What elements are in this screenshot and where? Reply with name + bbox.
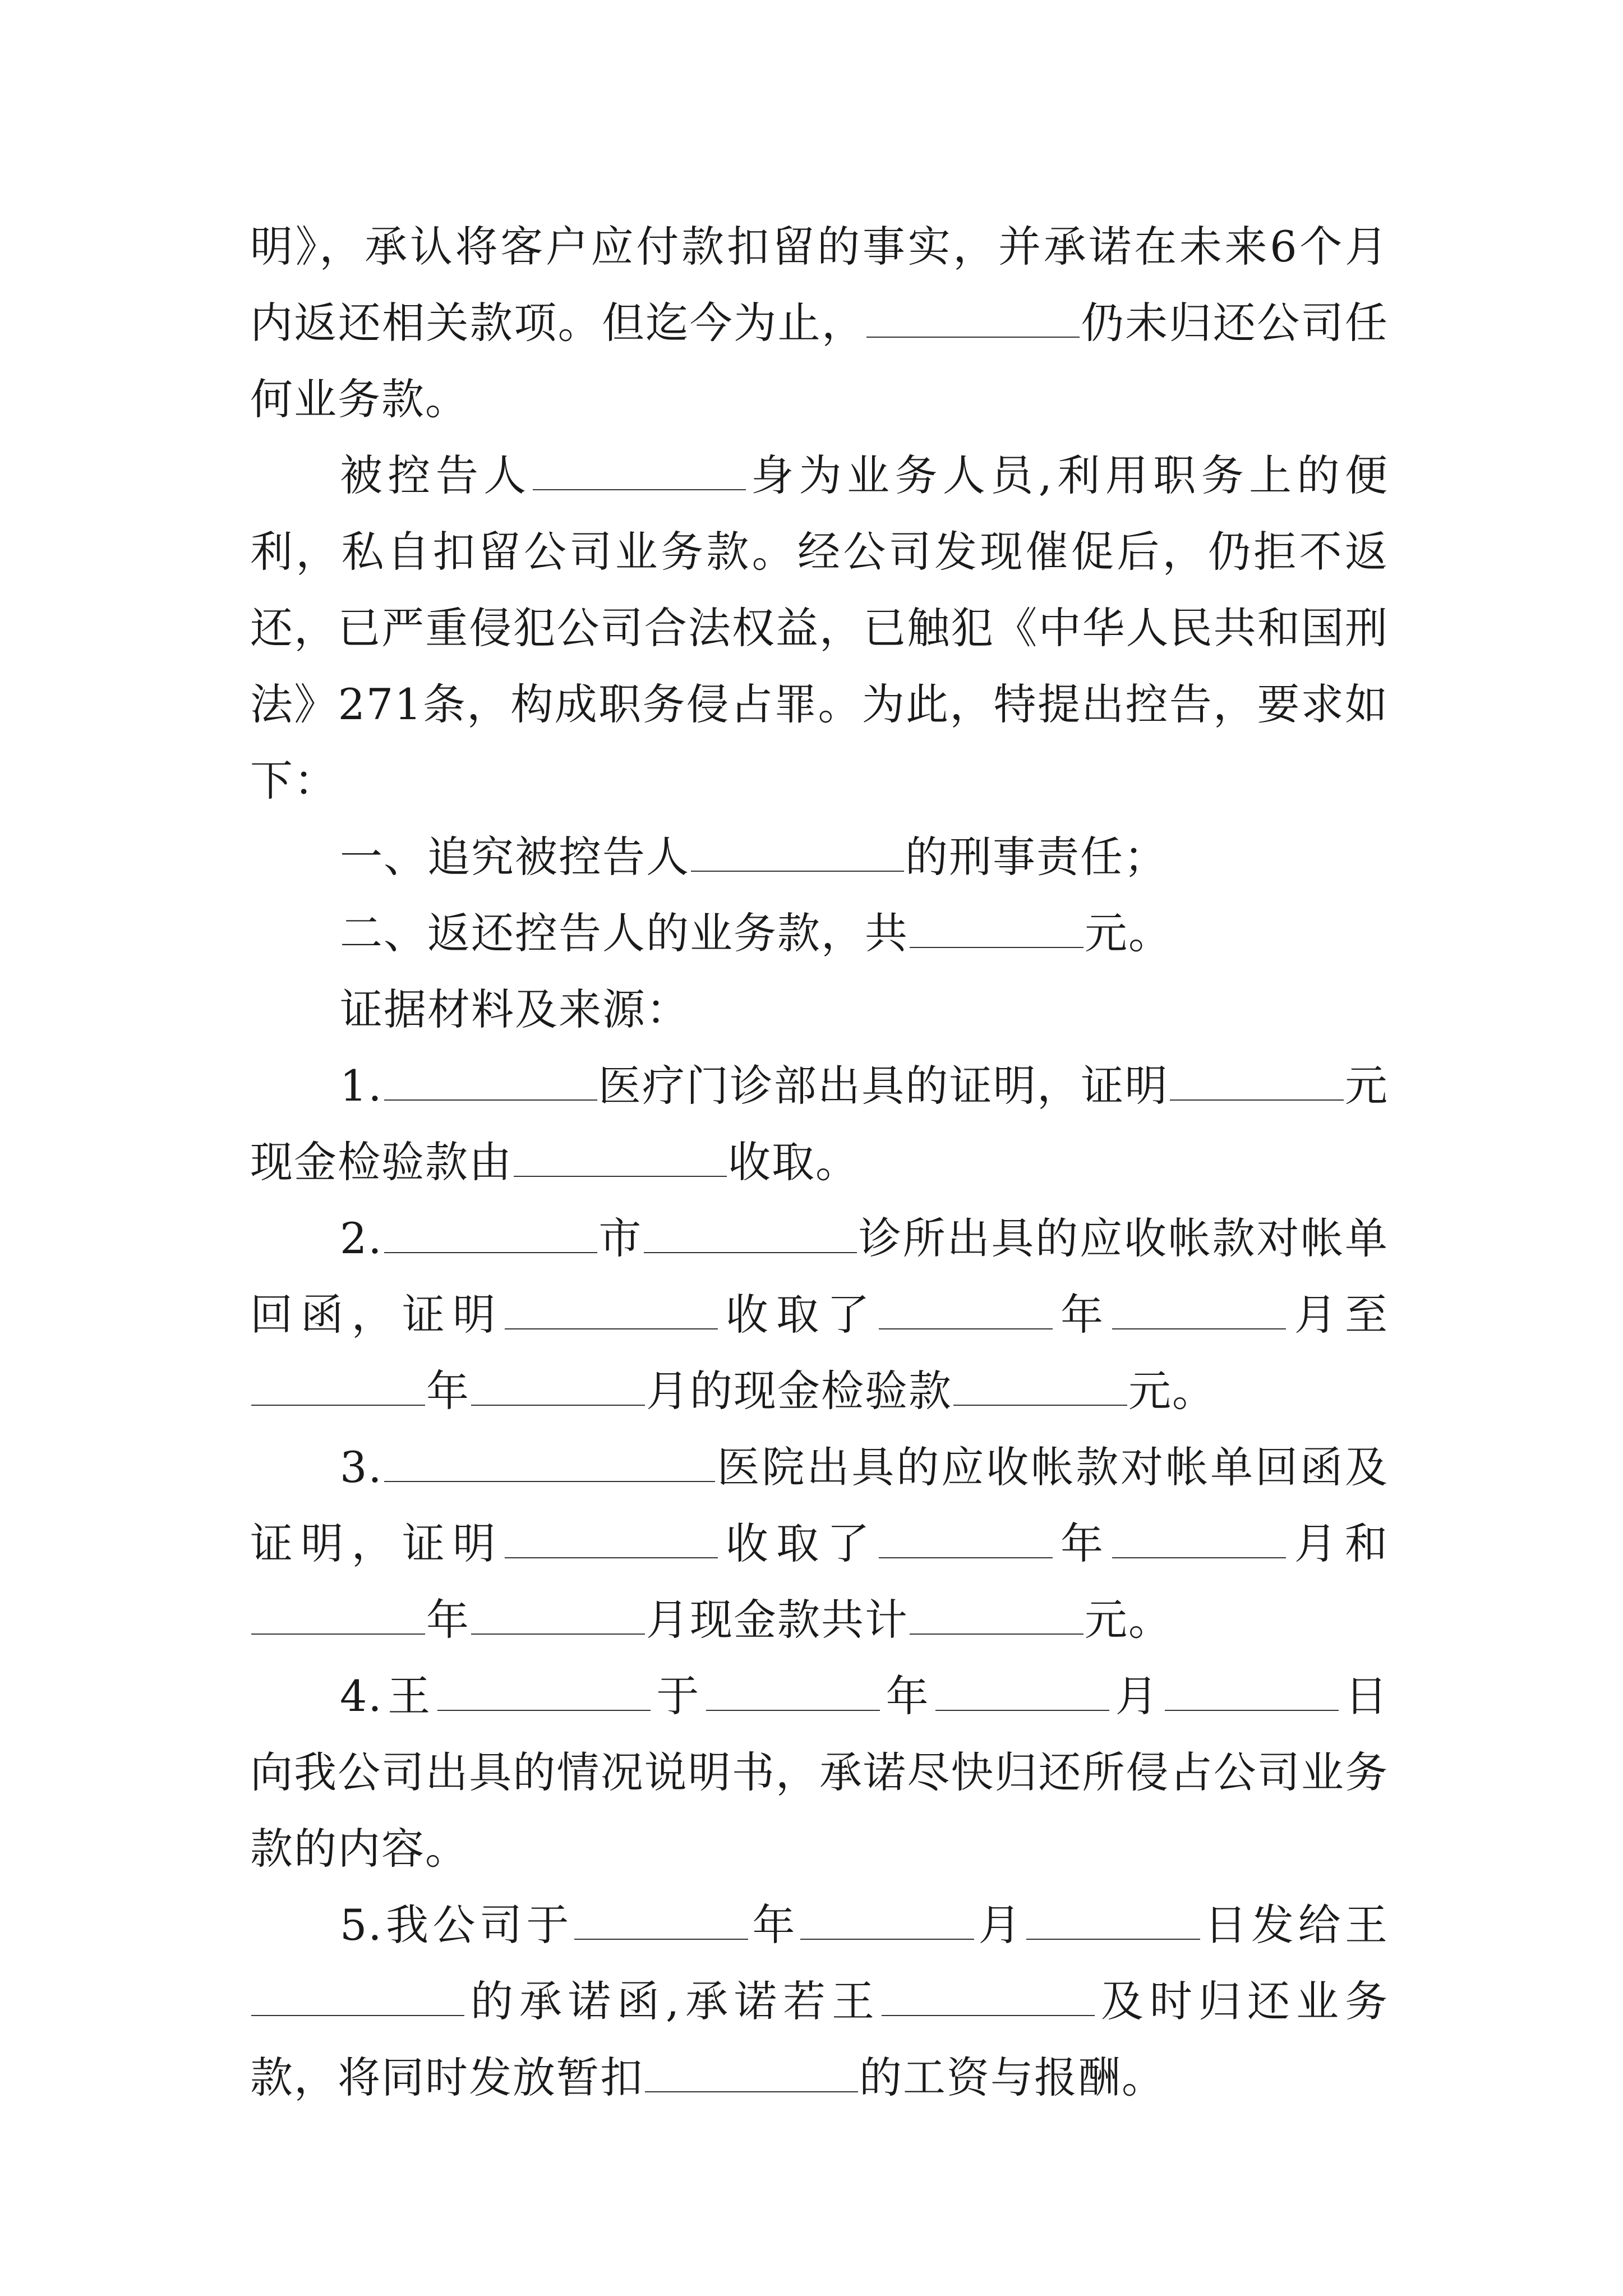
paragraph-text: 日发给王 <box>1201 1900 1389 1950</box>
paragraph-text: 日向我公司出具的情况说明书，承诺尽快归还所侵占公司业务款的内容。 <box>250 1671 1389 1874</box>
paragraph-text: 1. <box>340 1061 383 1111</box>
fill-in-blank <box>533 454 746 490</box>
paragraph-text: 被控告人 <box>340 450 532 500</box>
paragraph-text: 医疗门诊部出具的证明，证明 <box>598 1061 1169 1111</box>
paragraph-text: 市 <box>598 1213 643 1263</box>
paragraph-text: 年 <box>749 1900 800 1950</box>
paragraph-p7 <box>250 1429 1389 1658</box>
paragraph-p4 <box>250 972 1389 1048</box>
paragraph-text: 月和 <box>1287 1519 1389 1568</box>
fill-in-blank <box>251 1599 425 1635</box>
fill-in-blank <box>384 1217 597 1253</box>
paragraph-text: 年 <box>426 1595 470 1645</box>
paragraph-p8 <box>250 1658 1389 1887</box>
paragraph-text: 月的现金检验款 <box>646 1366 952 1416</box>
paragraph-text: 的刑事责任； <box>905 832 1168 882</box>
paragraph-text: 的工资与报酬。 <box>859 2053 1165 2102</box>
paragraph-text: 及时归还业务款，将同时发放暂扣 <box>250 1976 1389 2102</box>
fill-in-blank <box>910 912 1083 948</box>
paragraph-text: 3. <box>340 1442 383 1492</box>
paragraph-text: 5.我公司于 <box>340 1900 574 1950</box>
paragraph-text: 年 <box>880 1671 935 1721</box>
fill-in-blank <box>471 1370 645 1406</box>
paragraph-text: 2. <box>340 1213 383 1263</box>
paragraph-text: 仍未归还公司任何业务款。 <box>250 298 1389 424</box>
fill-in-blank <box>882 1980 1095 2016</box>
fill-in-blank <box>384 1446 715 1482</box>
paragraph-text: 诊所出具的应收帐款对帐单回函，证明 <box>250 1213 1389 1340</box>
fill-in-blank <box>471 1599 645 1635</box>
paragraph-text: 于 <box>651 1671 705 1721</box>
paragraph-text: 4.王 <box>340 1671 436 1721</box>
fill-in-blank <box>644 1217 857 1253</box>
paragraph-text: 年 <box>1053 1290 1112 1340</box>
fill-in-blank <box>879 1294 1053 1329</box>
paragraph-p9 <box>250 1887 1389 2116</box>
paragraph-text: 证据材料及来源： <box>340 984 690 1034</box>
paragraph-p1 <box>250 438 1389 819</box>
paragraph-text: 一、追究被控告人 <box>340 832 690 882</box>
paragraph-text: 医院出具的应收帐款对帐单回函及证明，证明 <box>250 1442 1389 1568</box>
paragraph-text: 月至 <box>1287 1290 1389 1340</box>
paragraph-text: 身为业务人员,利用职务上的便利，私自扣留公司业务款。经公司发现催促后，仍拒不返还，已严重侵犯公司合法权益，已触犯《中华人民共和国刑法》271条，构成职务侵占罪。为此，特提出控告，要求如下： <box>250 450 1389 806</box>
paragraph-text: 年 <box>1053 1519 1112 1568</box>
fill-in-blank <box>251 1370 425 1406</box>
paragraph-p0 <box>250 209 1389 438</box>
paragraph-p3 <box>250 895 1389 972</box>
paragraph-text: 收取了 <box>718 1519 878 1568</box>
fill-in-blank <box>645 2056 858 2092</box>
fill-in-blank <box>437 1675 651 1711</box>
fill-in-blank <box>910 1599 1083 1635</box>
fill-in-blank <box>706 1675 880 1711</box>
paragraph-text: 的承诺函,承诺若王 <box>465 1976 881 2026</box>
paragraph-text: 元。 <box>1085 1595 1172 1645</box>
paragraph-p2 <box>250 819 1389 895</box>
fill-in-blank <box>800 1904 974 1940</box>
paragraph-text: 收取了 <box>718 1290 878 1340</box>
fill-in-blank <box>574 1904 748 1940</box>
fill-in-blank <box>879 1522 1053 1558</box>
fill-in-blank <box>514 1141 727 1177</box>
fill-in-blank <box>935 1675 1109 1711</box>
fill-in-blank <box>691 836 904 872</box>
paragraph-text: 收取。 <box>728 1137 859 1187</box>
paragraph-text: 元。 <box>1128 1366 1216 1416</box>
fill-in-blank <box>1165 1675 1339 1711</box>
fill-in-blank <box>1170 1065 1344 1101</box>
fill-in-blank <box>1112 1522 1286 1558</box>
paragraph-text: 月 <box>1110 1671 1164 1721</box>
paragraph-p5 <box>250 1048 1389 1200</box>
paragraph-text: 二、返还控告人的业务款，共 <box>340 908 909 958</box>
paragraph-text: 元现金检验款由 <box>250 1061 1389 1187</box>
paragraph-text: 年 <box>426 1366 470 1416</box>
fill-in-blank <box>1112 1294 1286 1329</box>
paragraph-text: 元。 <box>1085 908 1172 958</box>
fill-in-blank <box>505 1294 718 1329</box>
fill-in-blank <box>866 302 1080 338</box>
document-body <box>250 209 1389 2116</box>
fill-in-blank <box>953 1370 1127 1406</box>
fill-in-blank <box>251 1980 464 2016</box>
paragraph-text: 月现金款共计 <box>646 1595 909 1645</box>
fill-in-blank <box>505 1522 718 1558</box>
fill-in-blank <box>1026 1904 1200 1940</box>
paragraph-text: 月 <box>975 1900 1026 1950</box>
paragraph-p6 <box>250 1200 1389 1429</box>
fill-in-blank <box>384 1065 597 1101</box>
paragraph-text: 明》，承认将客户应付款扣留的事实，并承诺在未来6个月内返还相关款项。但迄今为止， <box>250 222 1389 348</box>
